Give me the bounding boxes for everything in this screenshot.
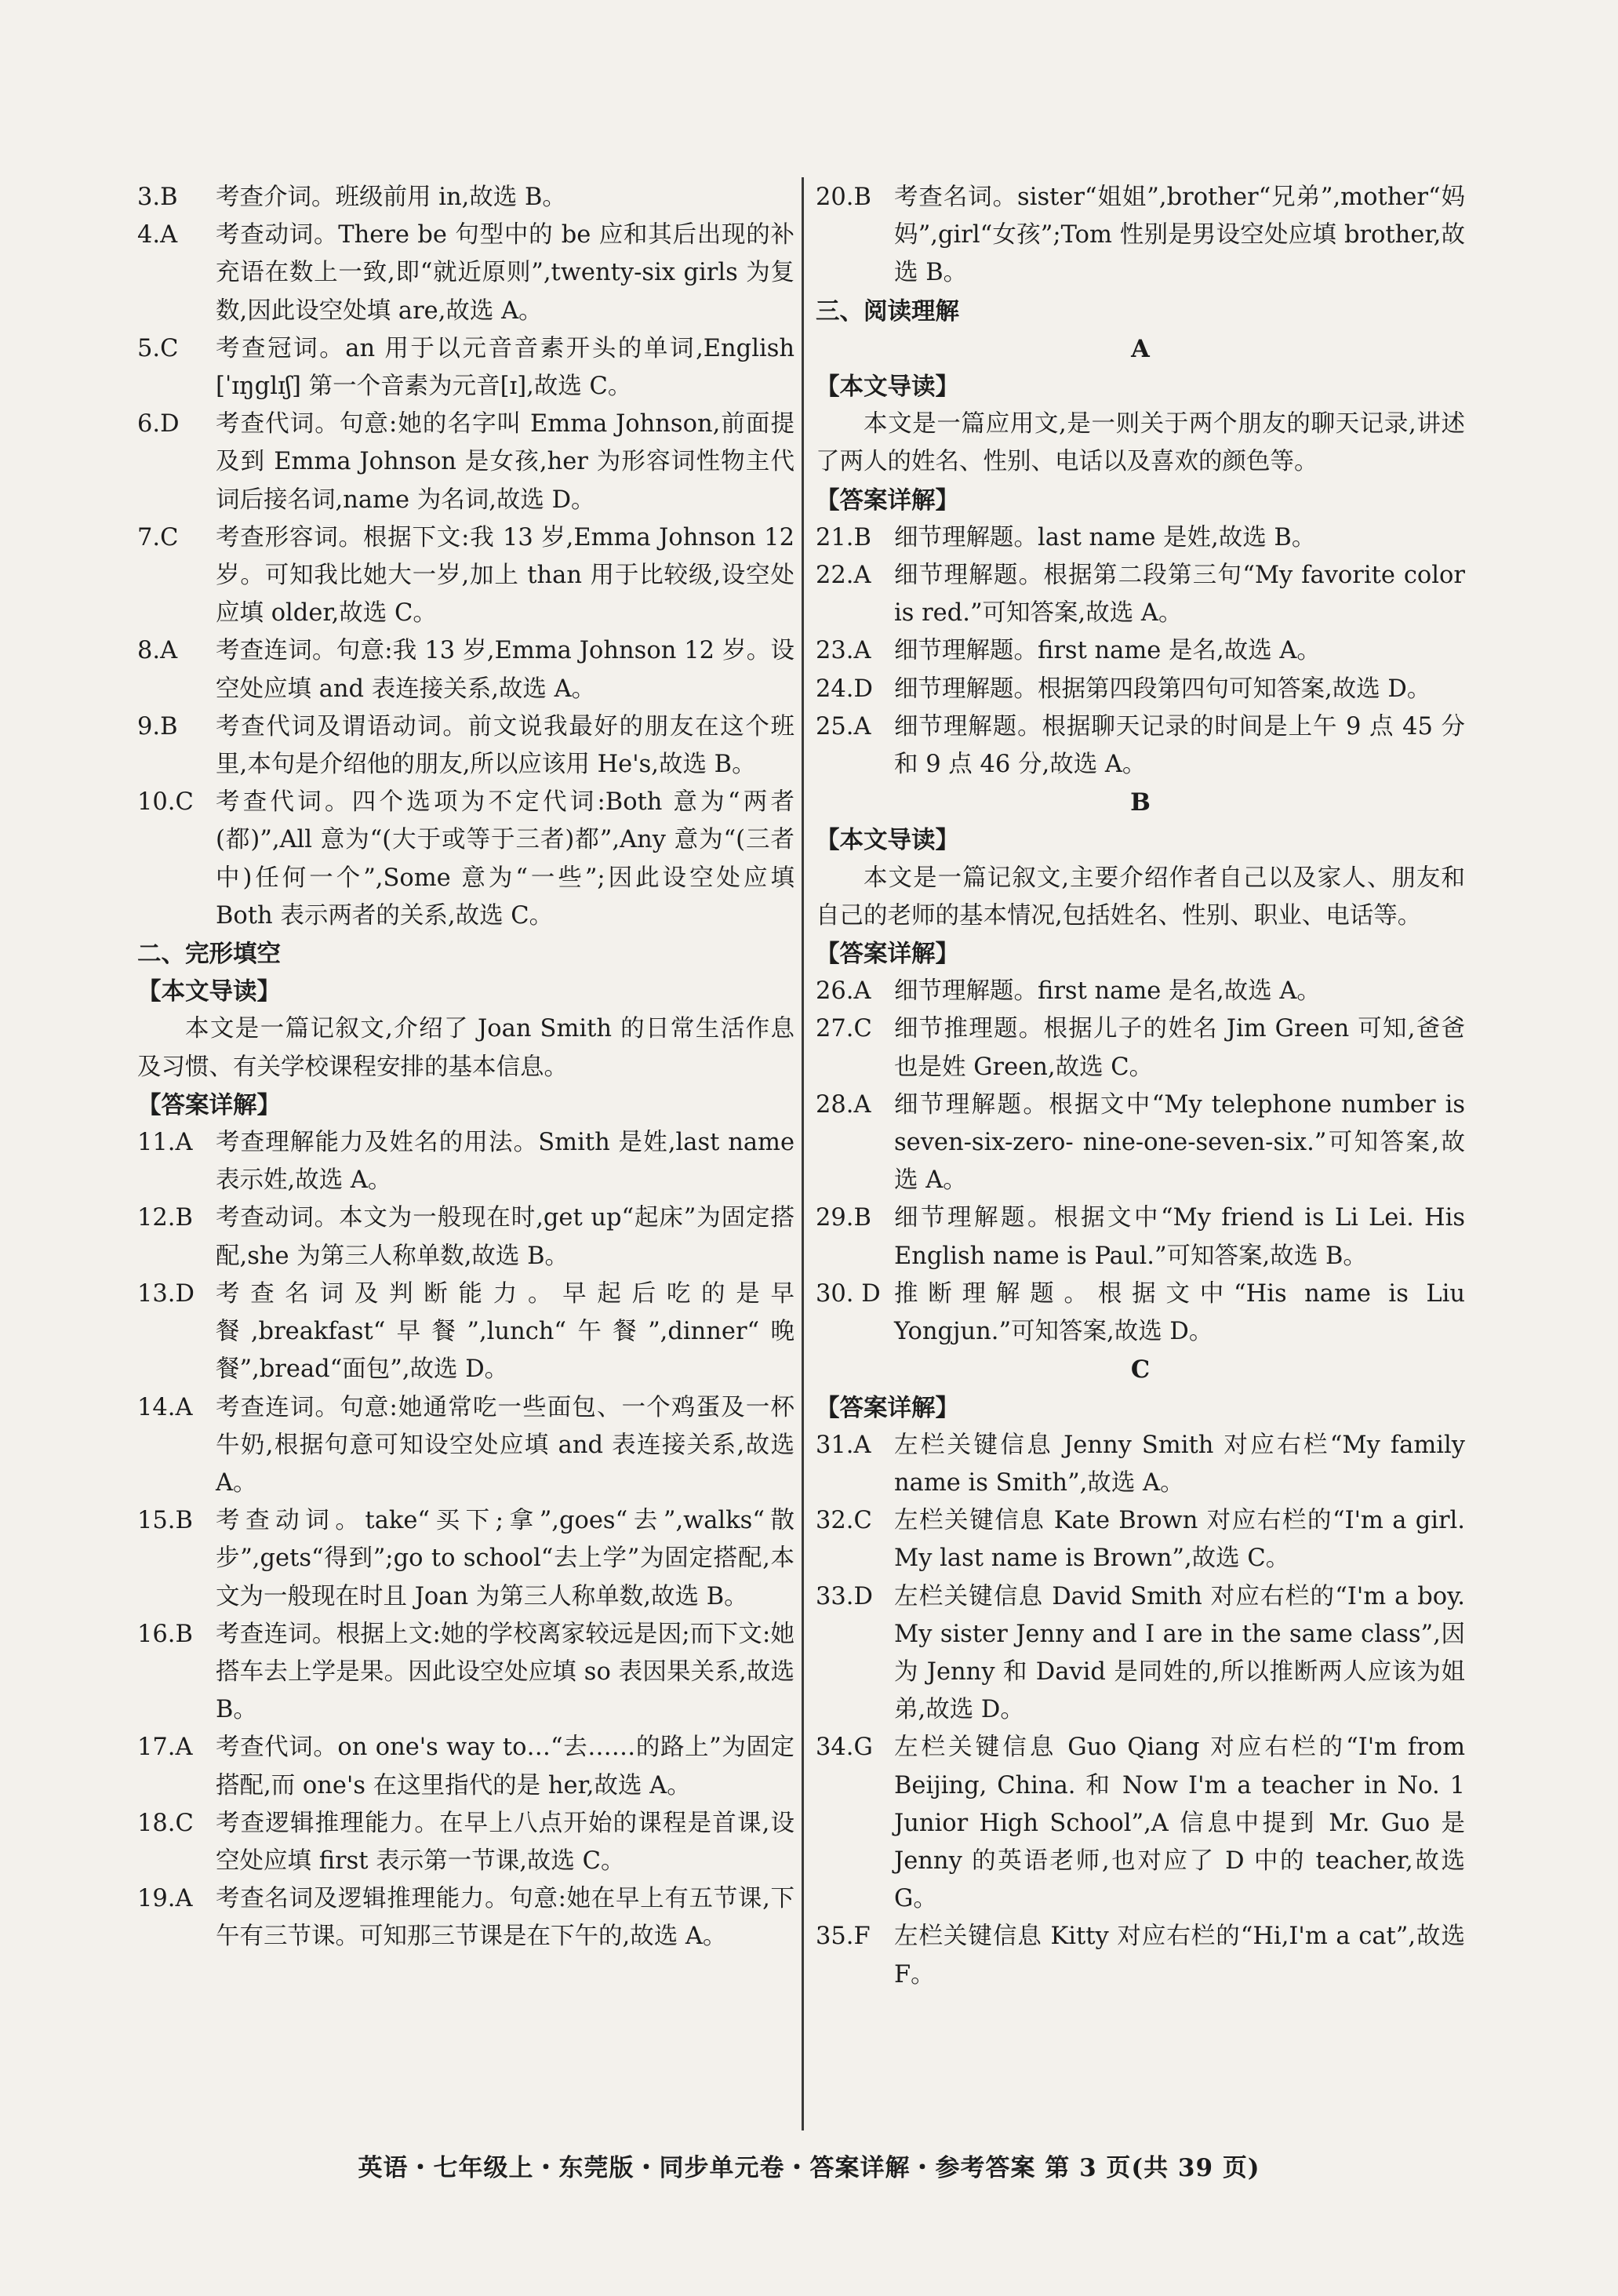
- answer-text: 细节推理题。根据儿子的姓名 Jim Green 可知,爸爸也是姓 Green,故选 C。: [894, 1015, 1465, 1081]
- answer-item: [137, 1805, 794, 1880]
- answer-number: 35.F: [816, 1923, 871, 1951]
- answer-number: 9.B: [137, 712, 178, 740]
- answer-item: [137, 519, 794, 633]
- answer-text: 考查代词。on one's way to…“去……的路上”为固定搭配,而 one's 在这里指代的是 her,故选 A。: [216, 1734, 794, 1799]
- answer-number: 34.G: [816, 1734, 873, 1762]
- answer-text: 左栏关键信息 Guo Qiang 对应右栏的“I'm from Beijing, China. 和 Now I'm a teacher in No. 1 Junior High School”,A 信息中提到 Mr. Guo 是 Jenny 的英语老师,也对应了 D 中的 teacher,故选 G。: [894, 1734, 1465, 1913]
- items-reading-a: [816, 519, 1465, 784]
- answer-text: 细节理解题。根据第四段第四句可知答案,故选 D。: [894, 675, 1431, 703]
- answer-text: 左栏关键信息 David Smith 对应右栏的“I'm a boy. My sister Jenny and I are in the same class”,因为 Jenny 和 David 是同姓的,所以推断两人应该为姐弟,故选 D。: [894, 1582, 1465, 1724]
- answer-text: 细节理解题。last name 是姓,故选 B。: [894, 523, 1316, 551]
- answer-item: [816, 632, 1465, 670]
- answer-item: [816, 1578, 1465, 1730]
- answer-number: 4.A: [137, 221, 178, 249]
- answer-text: 考查介词。班级前用 in,故选 B。: [216, 184, 566, 211]
- answer-number: 20.B: [816, 184, 871, 211]
- answer-text: 考查逻辑推理能力。在早上八点开始的课程是首课,设空处应填 first 表示第一节课,故选 C。: [216, 1809, 794, 1875]
- page-footer: 英语・七年级上・东莞版・同步单元卷・答案详解・参考答案 第 3 页(共 39 页): [358, 2154, 1260, 2182]
- answer-number: 7.C: [137, 523, 179, 551]
- answer-text: 考查形容词。根据下文:我 13 岁,Emma Johnson 12 岁。可知我比她大一岁,加上 than 用于比较级,设空处应填 older,故选 C。: [216, 523, 794, 628]
- answer-text: 考查名词及逻辑推理能力。句意:她在早上有五节课,下午有三节课。可知那三节课是在下午的,故选 A。: [216, 1885, 794, 1951]
- answer-number: 31.A: [816, 1431, 871, 1459]
- items-grammar: [137, 179, 794, 935]
- answer-number: 3.B: [137, 184, 178, 211]
- answer-text: 左栏关键信息 Kate Brown 对应右栏的“I'm a girl. My last name is Brown”,故选 C。: [894, 1507, 1465, 1573]
- answer-item: [816, 973, 1465, 1010]
- part-c-heading: C: [1130, 1355, 1151, 1385]
- answer-text: 细节理解题。first name 是名,故选 A。: [894, 977, 1321, 1006]
- answer-number: 30. D: [816, 1279, 881, 1308]
- answer-item: [816, 1729, 1465, 1918]
- answer-item: [816, 557, 1465, 632]
- answer-number: 18.C: [137, 1809, 194, 1837]
- answer-item: [137, 1502, 794, 1616]
- answer-text: 细节理解题。根据第二段第三句“My favorite color is red.”可知答案,故选 A。: [894, 562, 1465, 628]
- items-reading-b: [816, 973, 1465, 1351]
- answer-item: [137, 1389, 794, 1503]
- answer-number: 6.D: [137, 410, 180, 438]
- answer-item: [816, 1086, 1465, 1200]
- answer-number: 13.D: [137, 1279, 195, 1308]
- answer-number: 16.B: [137, 1620, 193, 1648]
- answer-item: [137, 1275, 794, 1389]
- section-title-reading: 三、阅读理解: [816, 297, 959, 326]
- answer-item: [816, 519, 1465, 557]
- answer-number: 28.A: [816, 1090, 871, 1119]
- answer-text: 考查动词。There be 句型中的 be 应和其后出现的补充语在数上一致,即“就近原则”,twenty-six girls 为复数,因此设空处填 are,故选 A。: [216, 221, 794, 325]
- answer-label: 【答案详解】: [816, 1393, 959, 1422]
- items-reading-c: [816, 1427, 1465, 1994]
- answer-item: [137, 708, 794, 784]
- answer-number: 12.B: [137, 1204, 193, 1232]
- answer-item: [816, 1199, 1465, 1275]
- left-column: [137, 179, 794, 1956]
- answer-text: 考查理解能力及姓名的用法。Smith 是姓,last name 表示姓,故选 A。: [216, 1129, 794, 1195]
- answer-label: 【答案详解】: [816, 940, 959, 969]
- answer-item: [137, 1616, 794, 1730]
- answer-text: 细节理解题。根据文中“My friend is Li Lei. His English name is Paul.”可知答案,故选 B。: [894, 1204, 1465, 1270]
- answer-number: 33.D: [816, 1582, 873, 1610]
- guide-text: 本文是一篇记叙文,介绍了 Joan Smith 的日常生活作息及习惯、有关学校课程安排的基本信息。: [137, 1015, 794, 1081]
- answer-text: 考查连词。句意:她通常吃一些面包、一个鸡蛋及一杯牛奶,根据句意可知设空处应填 and 表连接关系,故选 A。: [216, 1393, 794, 1497]
- guide-text: 本文是一篇记叙文,主要介绍作者自己以及家人、朋友和自己的老师的基本情况,包括姓名、性别、职业、电话等。: [816, 864, 1465, 930]
- answer-number: 21.B: [816, 523, 871, 551]
- answer-text: 左栏关键信息 Jenny Smith 对应右栏“My family name is Smith”,故选 A。: [894, 1431, 1465, 1497]
- guide-label: 【本文导读】: [816, 826, 959, 855]
- answer-item: [137, 1880, 794, 1956]
- answer-item: [137, 1124, 794, 1199]
- answer-number: 5.C: [137, 334, 179, 362]
- column-divider: [802, 177, 804, 2130]
- answer-number: 24.D: [816, 675, 873, 703]
- answer-text: 考查冠词。an 用于以元音音素开头的单词,English [ˈɪŋglɪʃ] 第一个音素为元音[ɪ],故选 C。: [216, 334, 794, 401]
- answer-text: 左栏关键信息 Kitty 对应右栏的“Hi,I'm a cat”,故选 F。: [894, 1923, 1465, 1989]
- answer-item: [137, 1729, 794, 1804]
- right-column: [816, 179, 1465, 1994]
- answer-number: 14.A: [137, 1393, 193, 1421]
- answer-number: 8.A: [137, 637, 178, 665]
- answer-number: 29.B: [816, 1204, 871, 1232]
- answer-item: [137, 217, 794, 330]
- answer-number: 23.A: [816, 637, 871, 665]
- answer-item: [137, 179, 794, 217]
- answer-number: 32.C: [816, 1507, 872, 1535]
- answer-text: 考查代词。四个选项为不定代词:Both 意为“两者(都)”,All 意为“(大于或等于三者)都”,Any 意为“(三者中)任何一个”,Some 意为“一些”;因此设空处应填 Both 表示两者的关系,故选 C。: [216, 788, 794, 930]
- answer-text: 考查名词及判断能力。早起后吃的是早餐,breakfast“早餐”,lunch“午餐”,dinner“晚餐”,bread“面包”,故选 D。: [216, 1279, 794, 1384]
- answer-item: [816, 671, 1465, 708]
- answer-number: 22.A: [816, 562, 871, 590]
- answer-text: 细节理解题。根据聊天记录的时间是上午 9 点 45 分和 9 点 46 分,故选 A。: [894, 712, 1465, 779]
- guide-text: 本文是一篇应用文,是一则关于两个朋友的聊天记录,讲述了两人的姓名、性别、电话以及喜欢的颜色等。: [816, 410, 1465, 476]
- answer-label: 【答案详解】: [816, 486, 959, 515]
- answer-number: 15.B: [137, 1507, 193, 1535]
- answer-text: 考查动词。本文为一般现在时,get up“起床”为固定搭配,she 为第三人称单数,故选 B。: [216, 1204, 794, 1270]
- answer-number: 10.C: [137, 788, 194, 817]
- section-title-cloze: 二、完形填空: [137, 940, 281, 969]
- answer-text: 细节理解题。first name 是名,故选 A。: [894, 637, 1321, 665]
- answer-item: [137, 330, 794, 406]
- guide-label: 【本文导读】: [137, 977, 281, 1006]
- answer-item: [137, 1199, 794, 1275]
- items-cloze: [137, 1124, 794, 1956]
- answer-text: 考查连词。句意:我 13 岁,Emma Johnson 12 岁。设空处应填 and 表连接关系,故选 A。: [216, 637, 794, 703]
- answer-item: [816, 708, 1465, 784]
- part-b-heading: B: [1130, 788, 1151, 817]
- answer-number: 19.A: [137, 1885, 193, 1913]
- answer-item: [137, 632, 794, 708]
- answer-text: 考查代词及谓语动词。前文说我最好的朋友在这个班里,本句是介绍他的朋友,所以应该用 He's,故选 B。: [216, 712, 794, 779]
- answer-item: [137, 784, 794, 935]
- guide-label: 【本文导读】: [816, 373, 959, 402]
- answer-text: 考查连词。根据上文:她的学校离家较远是因;而下文:她搭车去上学是果。因此设空处应填 so 表因果关系,故选 B。: [216, 1620, 794, 1724]
- answer-text: 细节理解题。根据文中“My telephone number is seven-six-zero- nine-one-seven-six.”可知答案,故选 A。: [894, 1090, 1465, 1195]
- answer-item: [137, 406, 794, 519]
- answer-item: [816, 1502, 1465, 1577]
- answer-number: 25.A: [816, 712, 871, 740]
- answer-item: [816, 1427, 1465, 1502]
- answer-label: 【答案详解】: [137, 1090, 281, 1119]
- answer-item: [816, 1918, 1465, 1993]
- answer-number: 27.C: [816, 1015, 872, 1043]
- answer-text: 推断理解题。根据文中“His name is Liu Yongjun.”可知答案,故选 D。: [894, 1279, 1465, 1346]
- answer-number: 26.A: [816, 977, 871, 1006]
- answer-number: 11.A: [137, 1129, 193, 1157]
- answer-item: [816, 1010, 1465, 1086]
- answer-text: 考查动词。take“买下;拿”,goes“去”,walks“散步”,gets“得到”;go to school“去上学”为固定搭配,本文为一般现在时且 Joan 为第三人称单数,故选 B。: [216, 1507, 794, 1610]
- answer-item: [816, 179, 1465, 293]
- answer-text: 考查名词。sister“姐姐”,brother“兄弟”,mother“妈妈”,girl“女孩”;Tom 性别是男设空处应填 brother,故选 B。: [894, 184, 1465, 287]
- answer-item: [816, 1275, 1465, 1351]
- answer-text: 考查代词。句意:她的名字叫 Emma Johnson,前面提及到 Emma Johnson 是女孩,her 为形容词性物主代词后接名词,name 为名词,故选 D。: [216, 410, 794, 514]
- answer-number: 17.A: [137, 1734, 193, 1762]
- part-a-heading: A: [1131, 334, 1150, 363]
